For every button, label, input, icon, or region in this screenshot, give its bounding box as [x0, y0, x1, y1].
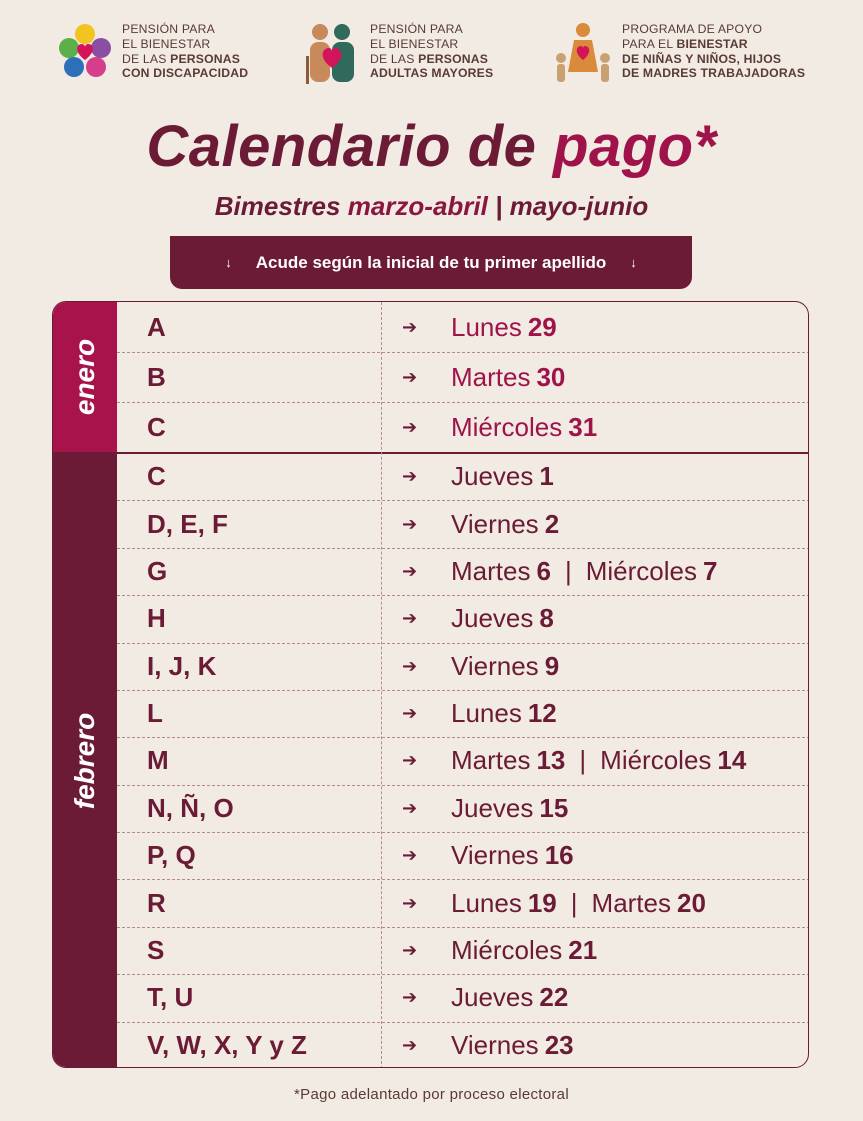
arrow-right-icon: ➔ [402, 797, 418, 818]
row-initials: S [147, 935, 165, 966]
table-row [117, 302, 809, 353]
logo1-line3-bold: PERSONAS [170, 51, 241, 66]
date-day: Jueves [451, 792, 534, 823]
row-date [451, 595, 554, 642]
title-main: Calendario de [146, 114, 554, 179]
table-row [117, 927, 809, 975]
date-day: Viernes [451, 650, 539, 681]
date-separator: | [570, 887, 578, 918]
subtitle-sep: | [487, 191, 510, 221]
row-date [451, 737, 746, 784]
row-initials: B [147, 361, 166, 392]
down-arrow-icon: ↓ [630, 255, 637, 270]
arrow-right-icon: ➔ [402, 940, 418, 961]
arrow-right-icon: ➔ [402, 987, 418, 1008]
row-initials: L [147, 698, 163, 729]
date-number: 23 [544, 1029, 574, 1060]
month-label-febrero [53, 453, 117, 1068]
row-date [451, 1022, 574, 1068]
table-row [117, 785, 809, 833]
row-initials: I, J, K [147, 650, 217, 681]
date-number: 19 [527, 887, 557, 918]
row-date [451, 453, 554, 500]
date-day: Jueves [451, 982, 534, 1013]
row-date [451, 785, 568, 832]
arrow-right-icon: ➔ [402, 892, 418, 913]
logo-adultos-mayores [302, 22, 493, 86]
logo1-line1: PENSIÓN PARA [122, 22, 215, 36]
subtitle-accent: marzo-abril [347, 191, 488, 221]
row-date [451, 974, 568, 1021]
row-date [451, 302, 557, 352]
date-number: 9 [544, 650, 560, 681]
date-day: Martes [451, 745, 531, 776]
logo3-line3: DE NIÑAS Y NIÑOS, HIJOS [622, 51, 782, 66]
payment-calendar-table [52, 301, 809, 1068]
logo3-line4: DE MADRES TRABAJADORAS [622, 66, 806, 81]
date-number: 22 [539, 982, 569, 1013]
date-number: 30 [536, 361, 566, 392]
row-date [451, 352, 565, 402]
date-day: Jueves [451, 461, 534, 492]
down-arrow-icon: ↓ [225, 255, 232, 270]
date-number: 14 [717, 745, 747, 776]
date-day: Miércoles [600, 745, 712, 776]
subtitle-post: mayo-junio [509, 191, 649, 221]
logo3-line2-pre: PARA EL [622, 36, 677, 51]
logo2-line3-bold: PERSONAS [418, 51, 489, 66]
logo1-line2: EL BIENESTAR [122, 36, 211, 51]
arrow-right-icon: ➔ [402, 750, 418, 771]
row-date [451, 832, 574, 879]
date-day: Viernes [451, 508, 539, 539]
date-day: Lunes [451, 887, 522, 918]
arrow-right-icon: ➔ [402, 608, 418, 629]
arrow-right-icon: ➔ [402, 513, 418, 534]
footnote: *Pago adelantado por proceso electoral [294, 1086, 569, 1103]
row-initials: G [147, 555, 168, 586]
month-febrero-text: febrero [69, 712, 100, 810]
month-enero-text: enero [69, 338, 100, 416]
row-date [451, 690, 557, 737]
date-number: 29 [527, 311, 557, 342]
date-day: Miércoles [585, 555, 697, 586]
arrow-right-icon: ➔ [402, 560, 418, 581]
logo3-line2-bold: BIENESTAR [676, 36, 748, 51]
subtitle-pre: Bimestres [214, 191, 348, 221]
row-initials: V, W, X, Y y Z [147, 1029, 307, 1060]
arrow-right-icon: ➔ [402, 366, 418, 387]
date-day: Martes [451, 361, 531, 392]
date-number: 12 [527, 698, 557, 729]
page-title [0, 112, 863, 182]
table-row [117, 832, 809, 880]
row-date [451, 643, 559, 690]
mother-children-icon [552, 22, 614, 86]
arrow-right-icon: ➔ [402, 416, 418, 437]
date-day: Martes [591, 887, 671, 918]
arrow-right-icon: ➔ [402, 1034, 418, 1055]
program-logos [0, 22, 863, 92]
month-label-enero [53, 302, 117, 452]
row-initials: A [147, 311, 166, 342]
row-initials: C [147, 461, 166, 492]
date-number: 15 [539, 792, 569, 823]
logo-ninos [552, 22, 805, 86]
logo1-line4: CON DISCAPACIDAD [122, 66, 249, 81]
table-row [117, 352, 809, 403]
date-number: 6 [536, 555, 551, 586]
table-row [117, 500, 809, 548]
date-number: 8 [539, 603, 554, 634]
date-number: 16 [544, 840, 574, 871]
date-day: Lunes [451, 311, 522, 342]
arrow-right-icon: ➔ [402, 316, 418, 337]
date-number: 31 [568, 411, 598, 442]
logo1-line3-pre: DE LAS [122, 51, 171, 66]
disability-program-icon [56, 22, 114, 82]
logo2-line1: PENSIÓN PARA [370, 22, 463, 36]
logo3-line1: PROGRAMA DE APOYO [622, 22, 763, 36]
table-row [117, 879, 809, 927]
row-date [451, 927, 597, 974]
row-initials: N, Ñ, O [147, 792, 234, 823]
date-day: Viernes [451, 840, 539, 871]
date-number: 7 [702, 555, 718, 586]
date-number: 13 [536, 745, 566, 776]
date-number: 1 [539, 461, 554, 492]
date-separator: | [564, 555, 572, 586]
date-number: 21 [568, 935, 598, 966]
elderly-couple-icon [302, 22, 362, 86]
date-day: Miércoles [451, 935, 563, 966]
date-day: Viernes [451, 1029, 539, 1060]
row-date [451, 548, 717, 595]
row-initials: R [147, 887, 166, 918]
arrow-right-icon: ➔ [402, 845, 418, 866]
instruction-text: Acude según la inicial de tu primer apellido [255, 252, 607, 272]
table-row [117, 453, 809, 501]
logo-discapacidad [56, 22, 248, 82]
date-day: Martes [451, 555, 531, 586]
row-initials: M [147, 745, 169, 776]
date-number: 2 [544, 508, 560, 539]
logo2-line2: EL BIENESTAR [370, 36, 459, 51]
instruction-banner [170, 236, 692, 289]
table-row [117, 643, 809, 691]
table-row [117, 737, 809, 785]
row-initials: H [147, 603, 166, 634]
date-day: Lunes [451, 698, 522, 729]
date-number: 20 [677, 887, 706, 918]
table-row [117, 1022, 809, 1068]
arrow-right-icon: ➔ [402, 703, 418, 724]
table-row [117, 974, 809, 1022]
title-accent: pago* [553, 114, 717, 179]
row-initials: D, E, F [147, 508, 228, 539]
logo2-line3-pre: DE LAS [370, 51, 419, 66]
date-day: Jueves [451, 603, 534, 634]
table-row [117, 402, 809, 452]
table-row [117, 548, 809, 596]
row-initials: P, Q [147, 840, 196, 871]
page-subtitle [0, 188, 863, 224]
table-row [117, 595, 809, 643]
row-date [451, 402, 597, 452]
arrow-right-icon: ➔ [402, 466, 418, 487]
row-date [451, 500, 559, 547]
date-separator: | [579, 745, 587, 776]
logo2-line4: ADULTAS MAYORES [370, 66, 494, 81]
table-row [117, 690, 809, 738]
row-initials: T, U [147, 982, 194, 1013]
row-date [451, 879, 706, 926]
row-initials: C [147, 411, 166, 442]
date-day: Miércoles [451, 411, 563, 442]
arrow-right-icon: ➔ [402, 655, 418, 676]
